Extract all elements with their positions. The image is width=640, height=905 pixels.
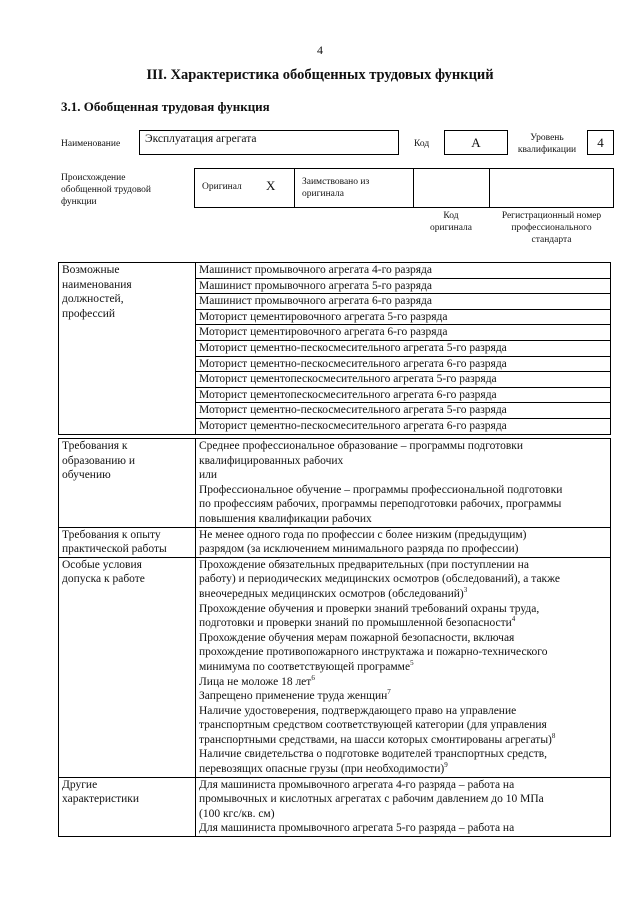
table-row bbox=[59, 263, 611, 435]
footnote-mark: 5 bbox=[410, 659, 414, 668]
footnote-mark: 4 bbox=[511, 615, 516, 624]
list-item: Моторист цементировочного агрегата 6-го разряда bbox=[196, 325, 610, 341]
list-item: Моторист цементно-пескосмесительного агрегата 6-го разряда bbox=[199, 419, 507, 432]
other-characteristics-value: Для машиниста промывочного агрегата 4-го разряда – работа на промывочных и кислотных агрегатах с рабочим давлением до 10 МПа (100 кгс/кв. см) Для машиниста промывочного агрегата 5-го разряда – работа на bbox=[196, 777, 611, 836]
list-item: Машинист промывочного агрегата 5-го разряда bbox=[196, 279, 610, 295]
list-item: Моторист цементировочного агрегата 5-го разряда bbox=[196, 310, 610, 326]
footnote-mark: 6 bbox=[311, 673, 315, 682]
footnote-mark: 7 bbox=[387, 688, 391, 697]
origin-label: Происхождение обобщенной трудовой функции bbox=[61, 173, 151, 207]
section-title: III. Характеристика обобщенных трудовых функций bbox=[146, 67, 494, 83]
original-mark: X bbox=[266, 178, 276, 193]
positions-label: Возможные наименования должностей, профессий bbox=[59, 263, 196, 435]
education-label: Требования к образованию и обучению bbox=[59, 439, 196, 528]
original-cell bbox=[194, 168, 295, 208]
name-value-box bbox=[139, 130, 399, 155]
list-item: Моторист цементопескосмесительного агрегата 6-го разряда bbox=[196, 388, 610, 404]
positions-list bbox=[196, 263, 611, 435]
page-number: 4 bbox=[317, 43, 323, 57]
code-value-box bbox=[444, 130, 508, 155]
borrowed-label: Заимствовано из оригинала bbox=[302, 177, 370, 199]
level-value-box bbox=[587, 130, 614, 155]
experience-label: Требования к опыту практической работы bbox=[59, 527, 196, 557]
origin-table bbox=[194, 168, 614, 208]
divider bbox=[413, 169, 414, 207]
table-row bbox=[59, 439, 611, 528]
list-item: Машинист промывочного агрегата 4-го разряда bbox=[196, 263, 610, 279]
experience-value: Не менее одного года по профессии с более низким (предыдущим) разрядом (за исключением минимального разряда по профессии) bbox=[196, 527, 611, 557]
table-row bbox=[59, 777, 611, 836]
name-label: Наименование bbox=[61, 139, 121, 149]
divider bbox=[489, 169, 490, 207]
other-characteristics-label: Другие характеристики bbox=[59, 777, 196, 836]
list-item: Машинист промывочного агрегата 6-го разряда bbox=[196, 294, 610, 310]
table-row bbox=[59, 527, 611, 557]
positions-table bbox=[58, 262, 611, 435]
code-value: А bbox=[471, 135, 481, 150]
list-item: Моторист цементно-пескосмесительного агрегата 5-го разряда bbox=[196, 341, 610, 357]
list-item: Моторист цементно-пескосмесительного агрегата 5-го разряда bbox=[196, 403, 610, 419]
reg-number-caption: Регистрационный номер профессионального стандарта bbox=[501, 211, 602, 245]
special-conditions-label: Особые условия допуска к работе bbox=[59, 557, 196, 777]
list-item: Моторист цементопескосмесительного агрегата 5-го разряда bbox=[196, 372, 610, 388]
code-original-caption: Код оригинала bbox=[430, 211, 472, 233]
original-label: Оригинал bbox=[202, 182, 242, 192]
footnote-mark: 9 bbox=[444, 761, 448, 770]
subsection-title: 3.1. Обобщенная трудовая функция bbox=[61, 99, 270, 114]
list-item: Моторист цементно-пескосмесительного агрегата 6-го разряда bbox=[196, 357, 610, 373]
code-label: Код bbox=[414, 139, 430, 149]
education-value: Среднее профессиональное образование – программы подготовки квалифицированных рабочих или Профессиональное обучение – программы профессиональной подготовки по профессиям рабочих, программы переподготовки рабочих, программы повышения квалификации рабочих bbox=[196, 439, 611, 528]
table-row bbox=[59, 557, 611, 777]
special-conditions-value: Прохождение обязательных предварительных (при поступлении на работу) и периодических медицинских осмотров (обследований), а также внеочередных медицинских осмотров (обследований)$^3$ Прохождение обучения и проверки знаний требований охраны труда, подготовки и проверки знаний по промышленной безопасности$^4$ Прохождение обучения мерам пожарной безопасности, включая прохождение противопожарного инструктажа и пожарно-технического минимума по соответствующей программе$^5$ Лица не моложе 18 лет$^6$ Запрещено применение труда женщин$^7$ Наличие удостоверения, подтверждающего право на управление транспортным средством соответствующей категории (для управления транспортными средствами, на шасси которых смонтированы агрегаты)$^8$ Наличие свидетельства о подготовке водителей транспортных средств, перевозящих опасные грузы (при необходимости)$^9$ bbox=[196, 557, 611, 777]
level-label: Уровень квалификации bbox=[517, 133, 577, 155]
footnote-mark: 3 bbox=[463, 586, 468, 595]
name-value: Эксплуатация агрегата bbox=[145, 133, 257, 145]
requirements-table bbox=[58, 438, 611, 837]
level-value: 4 bbox=[597, 135, 604, 150]
footnote-mark: 8 bbox=[551, 732, 556, 741]
